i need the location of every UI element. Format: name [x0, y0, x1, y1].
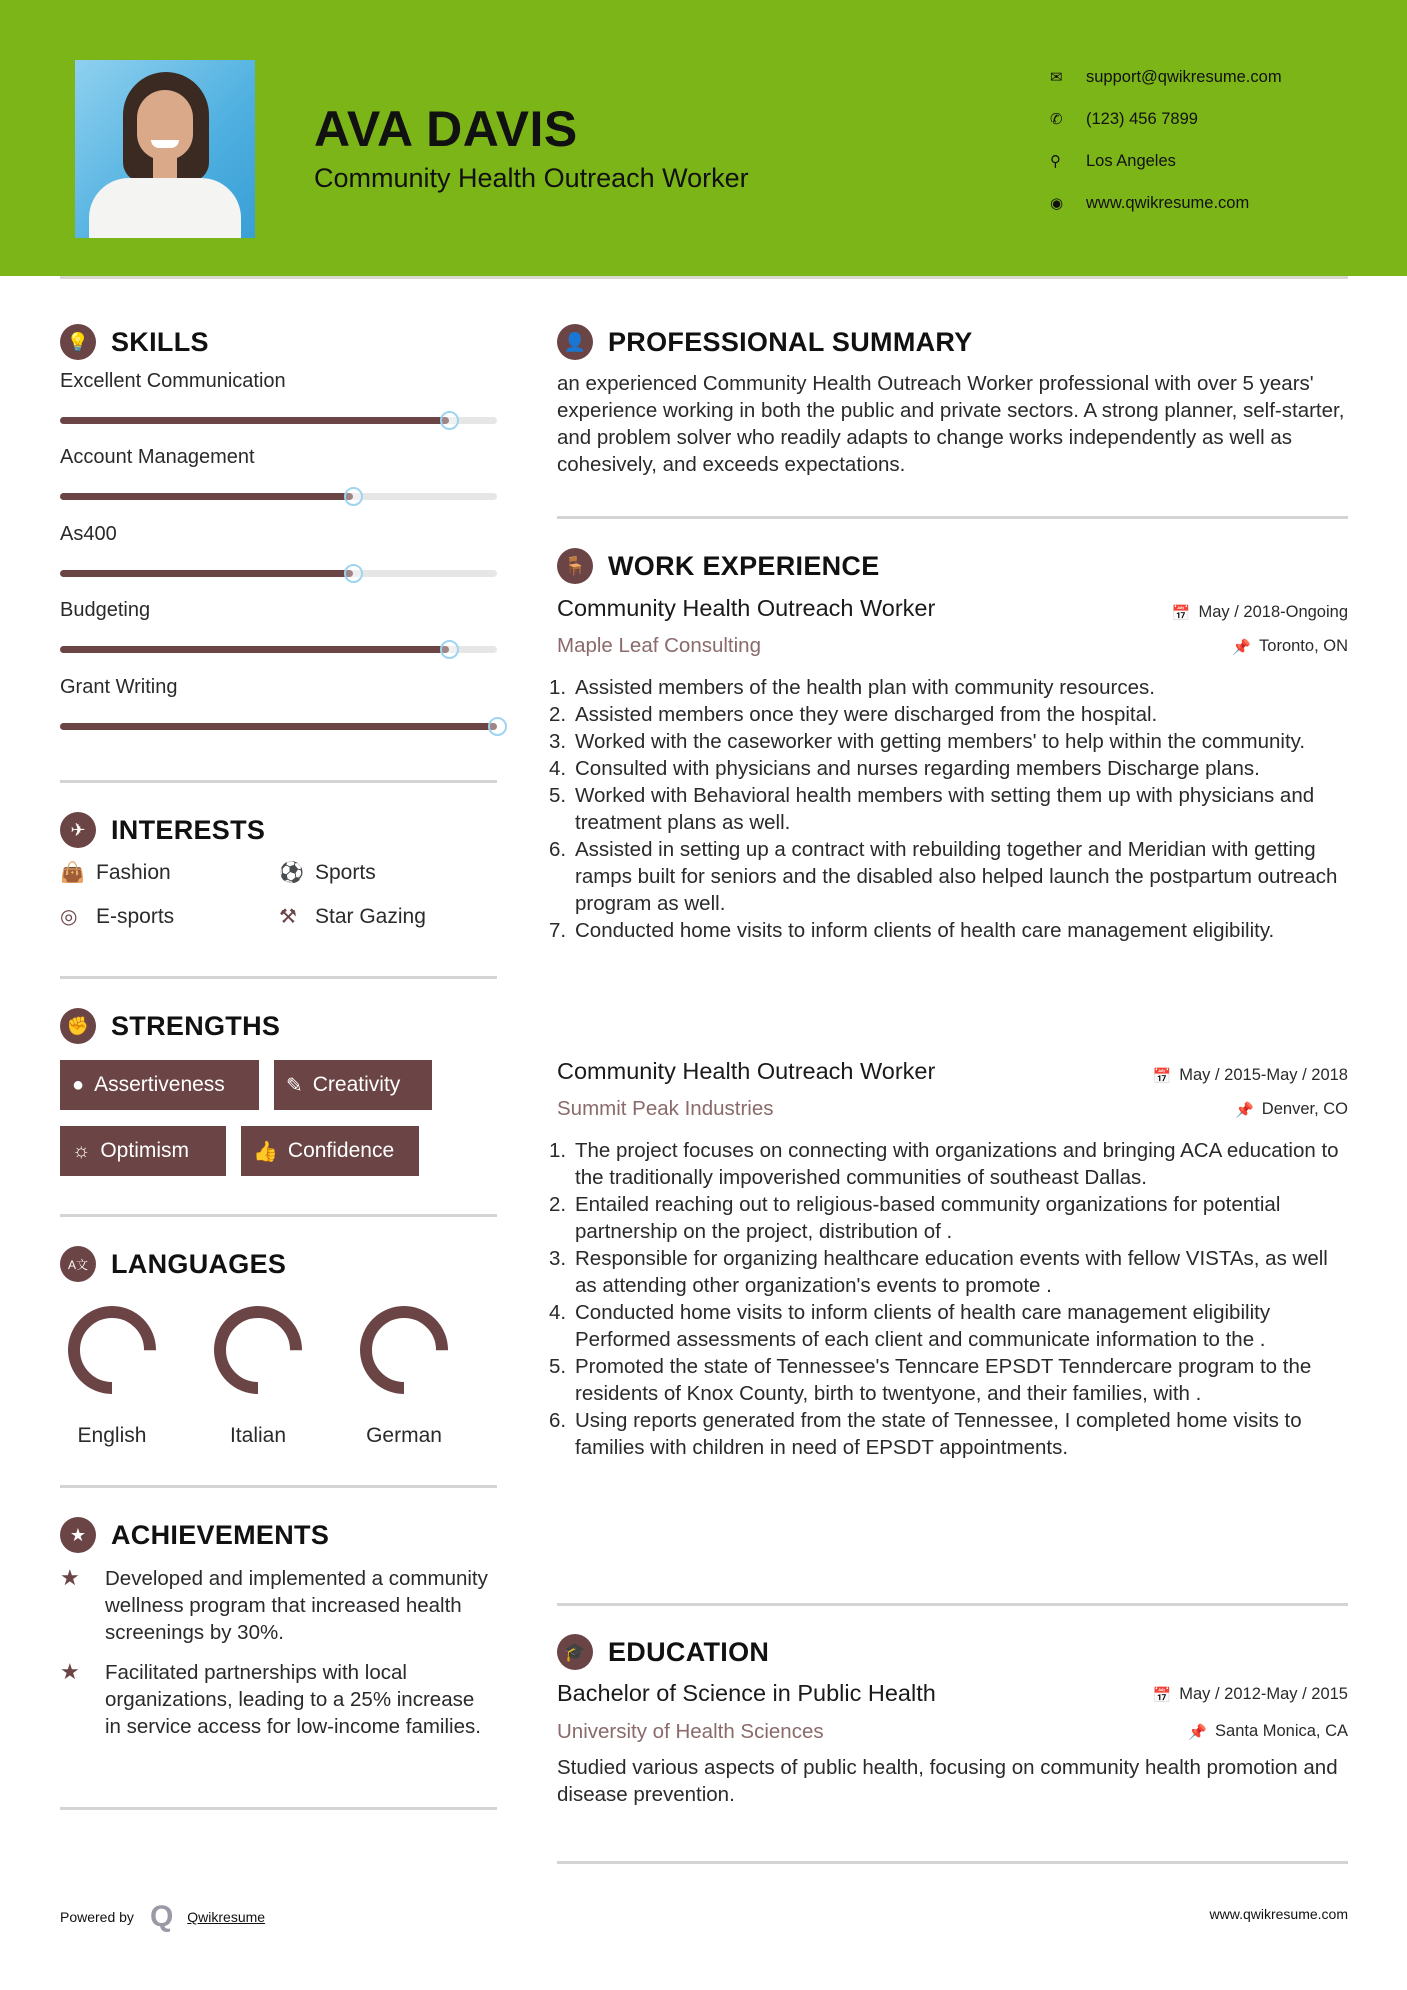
qwikresume-logo-icon: Q	[149, 1900, 174, 1933]
job-bullet: 4. Consulted with physicians and nurses regarding members Discharge plans.	[549, 757, 1260, 780]
candidate-name: AVA DAVIS	[314, 101, 578, 157]
contact-list	[1050, 56, 1282, 224]
thumbs-up-icon: 👍	[253, 1140, 278, 1163]
skill-bar-fill	[60, 646, 449, 653]
section-divider	[557, 516, 1348, 519]
calendar-icon: 📅	[1152, 1686, 1172, 1704]
shopping-bag-icon: 👜	[60, 862, 85, 884]
language-proficiency-ring	[208, 1300, 308, 1400]
strength-tag: ☼ Optimism	[60, 1126, 226, 1176]
strength-tag: ✎ Creativity	[274, 1060, 432, 1110]
skill-bar-fill	[60, 493, 353, 500]
achievement-item: ★ Facilitated partnerships with local organizations, leading to a 25% increase in service access for low-income families.	[60, 1659, 481, 1738]
job-bullet: 5. Promoted the state of Tennessee's Tenncare EPSDT Tenndercare program to the residents of Knox County, birth to twentyone, and their families, with .	[549, 1355, 1312, 1405]
summary-heading: 👤 PROFESSIONAL SUMMARY	[557, 324, 973, 360]
skill-label: Account Management	[60, 446, 255, 468]
job-bullets	[549, 674, 1347, 944]
strengths-heading: ✊ STRENGTHS	[60, 1008, 280, 1044]
language-proficiency-ring	[62, 1300, 162, 1400]
globe-icon: ◉	[1050, 195, 1064, 212]
job-bullet: 4. Conducted home visits to inform clients of health care management eligibility Performed assessments of each client and communicate information to the .	[549, 1301, 1271, 1351]
interest-item: ◎ E-sports	[60, 904, 175, 928]
job-title: Community Health Outreach Worker	[557, 595, 936, 621]
footer-powered-by: Powered by Q Qwikresume	[60, 1900, 266, 1933]
user-icon: 👤	[557, 324, 593, 360]
degree-title: Bachelor of Science in Public Health	[557, 1680, 936, 1706]
section-divider	[60, 1214, 497, 1217]
skill-bar	[60, 646, 497, 653]
skill-bar	[60, 723, 497, 730]
resume-header	[0, 0, 1407, 276]
section-divider	[557, 1603, 1348, 1606]
job-bullets	[549, 1137, 1347, 1461]
interests-heading: ✈ INTERESTS	[60, 812, 265, 848]
skill-label: Excellent Communication	[60, 370, 286, 392]
education-dates: 📅 May / 2012-May / 2015	[1152, 1685, 1348, 1704]
contact-website[interactable]: ◉ www.qwikresume.com	[1050, 193, 1250, 212]
job-title: Community Health Outreach Worker	[557, 1058, 936, 1084]
summary-text: an experienced Community Health Outreach Worker professional with over 5 years' experience working in both the public and private sectors. A strong planner, self-starter, and problem solver who readily adapts to change works independently as well as cohesively, and exceeds expectations.	[557, 372, 1345, 476]
job-dates: 📅 May / 2018-Ongoing	[1171, 603, 1348, 622]
contact-phone[interactable]: ✆ (123) 456 7899	[1050, 109, 1198, 128]
job-bullet: 7. Conducted home visits to inform clients of health care management eligibility.	[549, 919, 1275, 942]
skill-level-knob	[344, 564, 363, 583]
fist-icon: ✊	[60, 1008, 96, 1044]
job-company: Summit Peak Industries	[557, 1097, 774, 1120]
language-label: German	[366, 1424, 442, 1447]
school-name: University of Health Sciences	[557, 1720, 824, 1743]
contact-location: ⚲ Los Angeles	[1050, 151, 1176, 170]
pushpin-icon: 📌	[1232, 638, 1252, 656]
shooting-star-icon: ★	[60, 1565, 80, 1590]
skill-bar-fill	[60, 570, 353, 577]
shooting-star-icon: ★	[60, 1659, 80, 1684]
paper-plane-icon: ✈	[60, 812, 96, 848]
skill-bar	[60, 493, 497, 500]
qwikresume-link[interactable]: Qwikresume	[187, 1909, 266, 1925]
pushpin-icon: 📌	[1188, 1723, 1208, 1741]
exclamation-circle-icon: ●	[72, 1073, 85, 1096]
skill-level-knob	[440, 640, 459, 659]
skill-level-knob	[488, 717, 507, 736]
star-badge-icon: ★	[60, 1517, 96, 1553]
job-bullet: 1. The project focuses on connecting with organizations and bringing ACA education to the traditionally impoverished communities of southeast Dallas.	[549, 1139, 1339, 1189]
footer-website[interactable]: www.qwikresume.com	[1209, 1906, 1348, 1922]
achievement-item: ★ Developed and implemented a community wellness program that increased health screenings by 30%.	[60, 1565, 488, 1644]
sun-icon: ☼	[72, 1139, 91, 1162]
job-bullet: 3. Worked with the caseworker with getting members' to help within the community.	[549, 730, 1306, 753]
map-marker-icon: ⚲	[1050, 153, 1061, 170]
job-bullet: 6. Using reports generated from the state of Tennessee, I completed home visits to families with children in need of EPSDT appointments.	[549, 1409, 1302, 1459]
envelope-icon: ✉	[1050, 69, 1063, 86]
job-bullet: 5. Worked with Behavioral health members with setting them up with physicians and treatment plans as well.	[549, 784, 1315, 834]
interest-item: ⚽ Sports	[279, 860, 376, 884]
graduate-icon: 🎓	[557, 1634, 593, 1670]
soccer-ball-icon: ⚽	[279, 862, 304, 884]
language-label: English	[77, 1424, 147, 1447]
skill-level-knob	[344, 487, 363, 506]
job-location: 📌 Denver, CO	[1235, 1100, 1348, 1119]
skill-level-knob	[440, 411, 459, 430]
job-dates: 📅 May / 2015-May / 2018	[1152, 1066, 1348, 1085]
pushpin-icon: 📌	[1235, 1101, 1254, 1119]
achievements-heading: ★ ACHIEVEMENTS	[60, 1517, 329, 1553]
skill-label: As400	[60, 523, 117, 545]
language-item	[57, 1300, 167, 1448]
languages-heading: A文 LANGUAGES	[60, 1246, 286, 1282]
interest-item: ⚒ Star Gazing	[279, 904, 426, 928]
interest-item: 👜 Fashion	[60, 860, 171, 884]
job-location: 📌 Toronto, ON	[1232, 637, 1348, 656]
lightbulb-icon: 💡	[60, 324, 96, 360]
language-item	[203, 1300, 313, 1448]
office-chair-icon: 🪑	[557, 548, 593, 584]
skill-bar-fill	[60, 723, 497, 730]
calendar-icon: 📅	[1171, 604, 1191, 622]
education-heading: 🎓 EDUCATION	[557, 1634, 769, 1670]
language-label: Italian	[229, 1424, 287, 1447]
section-divider	[60, 1485, 497, 1488]
section-divider	[60, 976, 497, 979]
language-proficiency-ring	[354, 1300, 454, 1400]
strength-tag: ● Assertiveness	[60, 1060, 259, 1110]
calendar-icon: 📅	[1152, 1067, 1172, 1085]
section-divider	[60, 1807, 497, 1810]
strength-tag: 👍 Confidence	[241, 1126, 419, 1176]
job-company: Maple Leaf Consulting	[557, 634, 761, 657]
skills-heading: 💡 SKILLS	[60, 324, 209, 360]
job-bullet: 6. Assisted in setting up a contract with rebuilding together and Meridian with getting ramps built for seniors and the disabled also helped launch the postpartum outreach program as well.	[549, 838, 1338, 915]
skill-bar-fill	[60, 417, 449, 424]
section-divider	[60, 780, 497, 783]
skill-label: Grant Writing	[60, 676, 178, 698]
skill-bar	[60, 417, 497, 424]
language-icon: A文	[60, 1246, 96, 1282]
section-divider	[557, 1861, 1348, 1864]
job-bullet: 2. Assisted members once they were discharged from the hospital.	[549, 703, 1158, 726]
life-ring-icon: ◎	[60, 906, 78, 928]
profile-photo	[75, 60, 255, 238]
education-location: 📌 Santa Monica, CA	[1188, 1722, 1348, 1741]
education-description: Studied various aspects of public health, focusing on community health promotion and disease prevention.	[557, 1756, 1338, 1806]
phone-icon: ✆	[1050, 111, 1063, 128]
job-bullet: 3. Responsible for organizing healthcare education events with fellow VISTAs, as well as attending other organization's events to promote .	[549, 1247, 1328, 1297]
skill-label: Budgeting	[60, 599, 151, 621]
paint-brush-icon: ✎	[286, 1074, 303, 1097]
language-item	[349, 1300, 459, 1448]
job-bullet: 1. Assisted members of the health plan with community resources.	[549, 676, 1155, 699]
experience-heading: 🪑 WORK EXPERIENCE	[557, 548, 880, 584]
candidate-title: Community Health Outreach Worker	[314, 163, 749, 193]
gavel-icon: ⚒	[279, 906, 297, 928]
header-divider	[60, 276, 1348, 279]
contact-email[interactable]: ✉ support@qwikresume.com	[1050, 67, 1282, 86]
job-bullet: 2. Entailed reaching out to religious-based community organizations for potential partnership on the project, distribution of .	[549, 1193, 1281, 1243]
skill-bar	[60, 570, 497, 577]
